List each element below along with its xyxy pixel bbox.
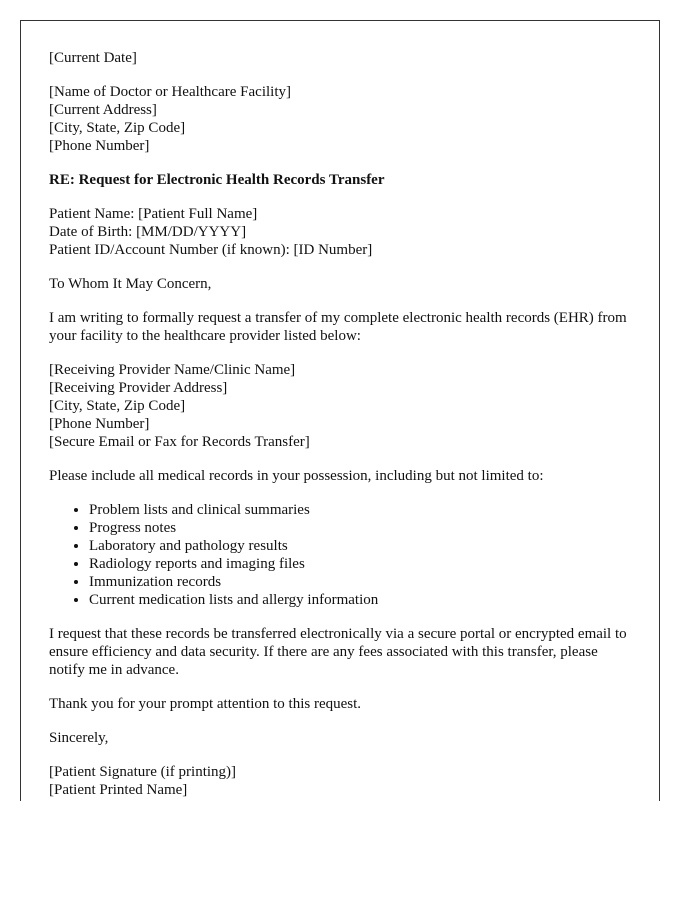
patient-dob: Date of Birth: [MM/DD/YYYY] (49, 224, 247, 240)
receiving-phone: [Phone Number] (49, 416, 150, 432)
receiving-name: [Receiving Provider Name/Clinic Name] (49, 362, 296, 378)
receiving-city: [City, State, Zip Code] (49, 398, 186, 414)
recipient-phone: [Phone Number] (49, 138, 150, 154)
closing: Sincerely, (49, 730, 109, 746)
intro-paragraph: I am writing to formally request a transfer of my complete electronic health records (EHR) from your facility to the healthcare provider listed below: (49, 310, 627, 344)
list-item: • Progress notes (89, 519, 631, 537)
signature-block (49, 763, 631, 799)
request-paragraph: I request that these records be transferred electronically via a secure portal or encrypted email to ensure efficiency and data security. If there are any fees associated with this transfer, please notify me in advance. (49, 626, 627, 678)
recipient-city: [City, State, Zip Code] (49, 120, 186, 136)
subject-line: RE: Request for Electronic Health Records Transfer (49, 172, 385, 188)
recipient-name: [Name of Doctor or Healthcare Facility] (49, 84, 291, 100)
list-item: • Immunization records (89, 573, 631, 591)
signature-line: [Patient Signature (if printing)] (49, 764, 237, 780)
salutation: To Whom It May Concern, (49, 276, 212, 292)
receiving-provider-block (49, 361, 631, 451)
recipient-block (49, 83, 631, 155)
list-item: • Current medication lists and allergy information (89, 591, 631, 609)
date: [Current Date] (49, 50, 137, 66)
include-paragraph: Please include all medical records in your possession, including but not limited to: (49, 468, 544, 484)
letter-page (20, 20, 660, 801)
receiving-address: [Receiving Provider Address] (49, 380, 228, 396)
records-list (49, 501, 631, 609)
recipient-address: [Current Address] (49, 102, 157, 118)
list-item: • Radiology reports and imaging files (89, 555, 631, 573)
list-item: • Problem lists and clinical summaries (89, 501, 631, 519)
printed-name: [Patient Printed Name] (49, 782, 188, 798)
patient-id: Patient ID/Account Number (if known): [ID Number] (49, 242, 373, 258)
list-item: • Laboratory and pathology results (89, 537, 631, 555)
receiving-secure-contact: [Secure Email or Fax for Records Transfer] (49, 434, 310, 450)
thanks-paragraph: Thank you for your prompt attention to this request. (49, 696, 362, 712)
patient-name: Patient Name: [Patient Full Name] (49, 206, 258, 222)
patient-info (49, 205, 631, 259)
